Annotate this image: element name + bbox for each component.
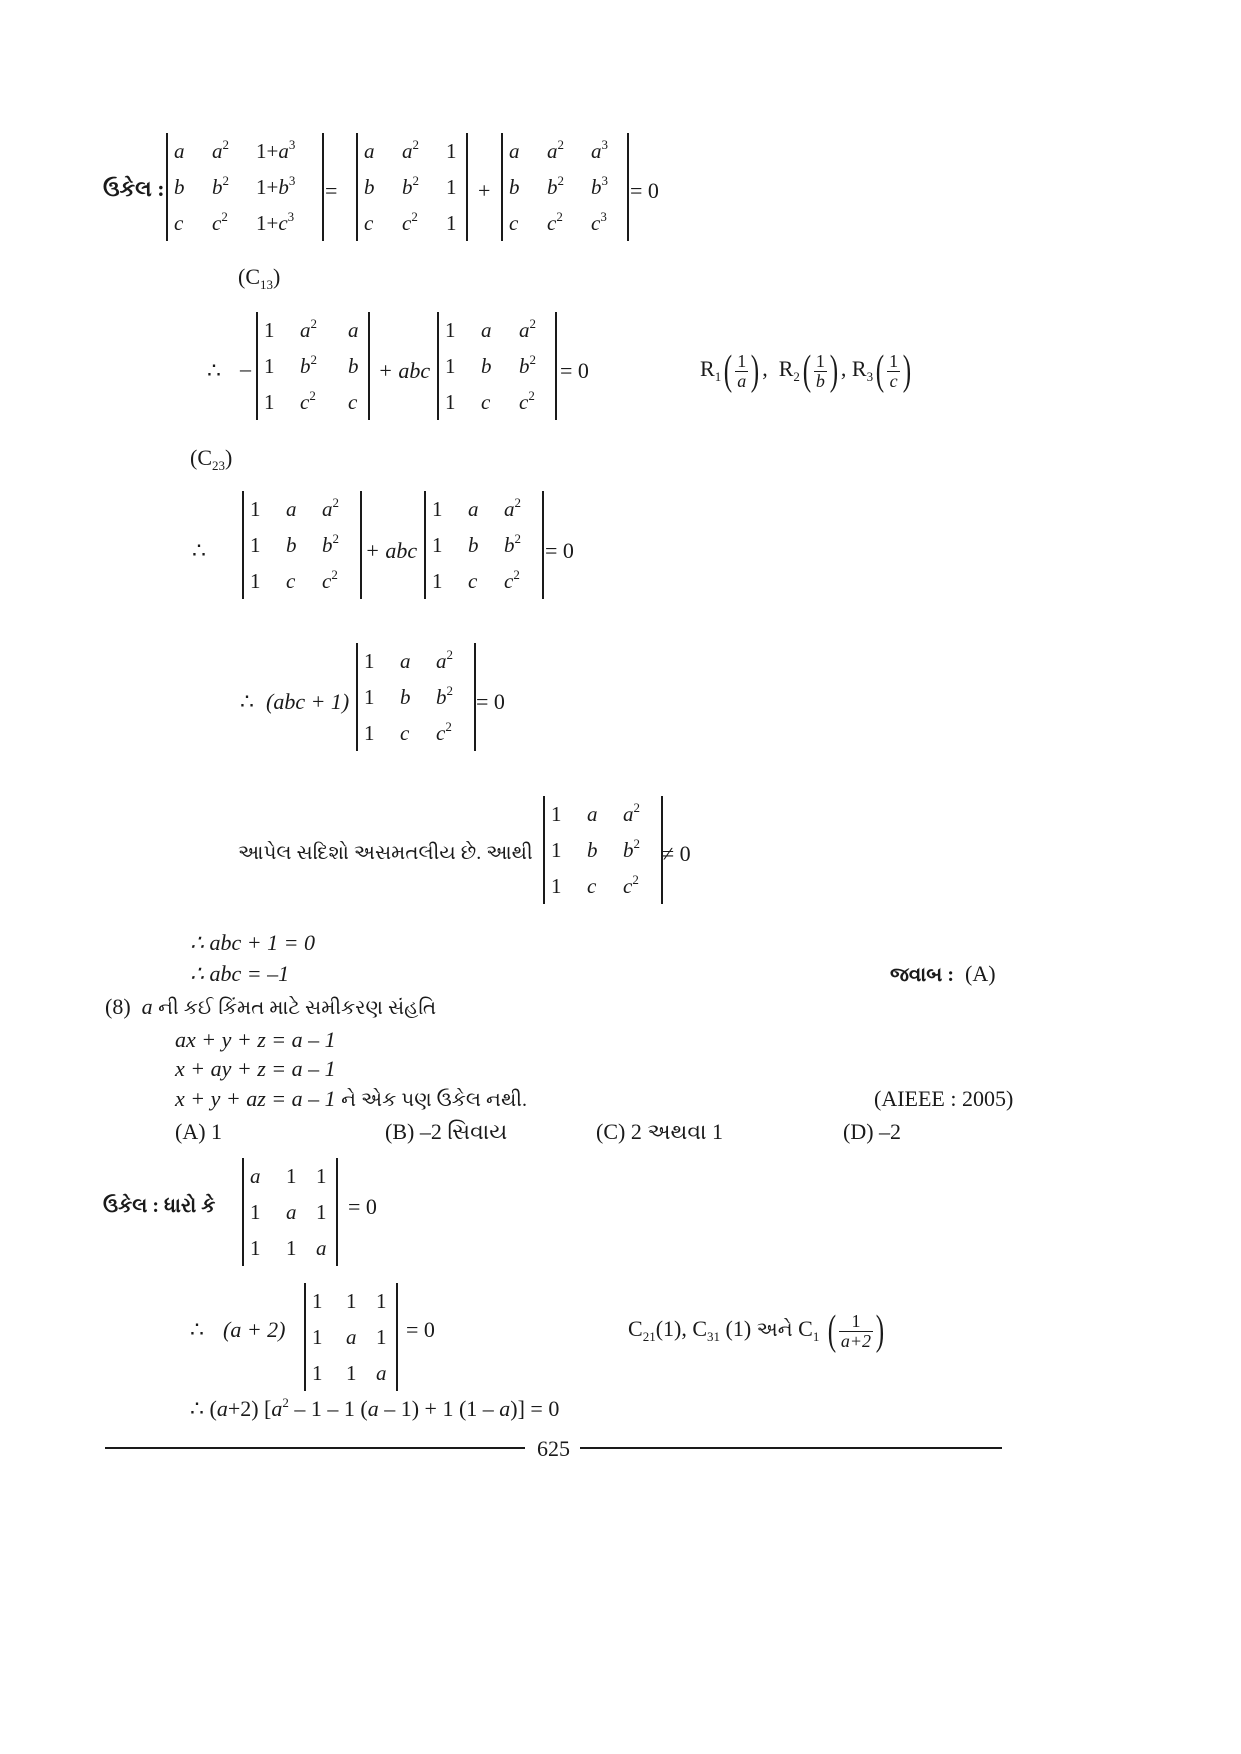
determinant: a $a^2$ $a^3$ b $b^2$ $b^3$ c $c^2$ $c^3$ (501, 133, 629, 241)
abc-plus-1: (abc + 1) (266, 689, 350, 714)
equals-zero: = 0 (560, 358, 589, 383)
equation-1: ax + y + z = a – 1 (175, 1027, 336, 1052)
footer-rule-right (580, 1447, 1002, 1449)
exam-source: (AIEEE : 2005) (874, 1086, 1014, 1111)
abc-plus-1-eq: ∴ abc + 1 = 0 (190, 930, 315, 955)
determinant: 1 a $a^2$ 1 b $b^2$ 1 c $c^2$ (356, 643, 476, 751)
column-op-c23: $(C_{23})$ (190, 445, 233, 473)
option-c: (C) 2 અથવા 1 (596, 1119, 724, 1144)
question-8: (8) a ની કઈ કિંમત માટે સમીકરણ સંહતિ (105, 994, 437, 1019)
determinant: a $a^2$ 1 b $b^2$ 1 c $c^2$ 1 (356, 133, 468, 241)
equals-zero: = 0 (348, 1194, 377, 1219)
answer: જવાબ : (A) (890, 961, 996, 986)
plus-abc: + abc (365, 538, 418, 563)
option-d: (D) –2 (843, 1119, 902, 1144)
equals-zero: = 0 (476, 689, 505, 714)
column-op-c13: $(C_{13})$ (238, 264, 281, 292)
determinant: 1 $a^2$ a 1 $b^2$ b 1 $c^2$ c (256, 312, 370, 420)
option-a: (A) 1 (175, 1119, 223, 1144)
equals-zero: = 0 (630, 178, 659, 203)
solution-label: ઉકેલ : (103, 176, 165, 201)
equals-zero: = 0 (406, 1317, 435, 1342)
column-operations: $C_{21}(1)$, $C_{31}$ (1) અને $C_1$ ( $\frac{1}{a+2}$ ) (628, 1308, 885, 1354)
a-plus-2: (a + 2) (223, 1317, 286, 1342)
option-b: (B) –2 સિવાય (385, 1119, 508, 1144)
solution-assume-label: ઉકેલ : ધારો કે (103, 1195, 216, 1217)
vectors-statement: આપેલ સદિશો અસમતલીય છે. આથી (238, 842, 533, 864)
plus-abc: + abc (378, 358, 431, 383)
equals-zero: = 0 (545, 538, 574, 563)
abc-eq-minus-1: ∴ abc = –1 (190, 961, 290, 986)
equation-2: x + ay + z = a – 1 (175, 1056, 336, 1081)
therefore-symbol: ∴ (207, 358, 221, 383)
row-operations: $R_1$( $\frac{1}{a}$ ) , $R_2$( $\frac{1}{b}$ ) , $R_3$( $\frac{1}{c}$ ) (700, 348, 912, 394)
plus-sign: + (478, 178, 491, 203)
therefore-symbol: ∴ (190, 1317, 204, 1342)
determinant: 1 a $a^2$ 1 b $b^2$ 1 c $c^2$ (543, 796, 663, 904)
determinant: 1 a $a^2$ 1 b $b^2$ 1 c $c^2$ (242, 491, 362, 599)
footer-rule-left (105, 1447, 525, 1449)
equals-sign: = (325, 178, 338, 203)
determinant: 1 a $a^2$ 1 b $b^2$ 1 c $c^2$ (437, 312, 557, 420)
determinant: 1 a $a^2$ 1 b $b^2$ 1 c $c^2$ (424, 491, 544, 599)
page-number: 625 (537, 1436, 570, 1461)
determinant: 1 1 1 1 a 1 1 1 a (304, 1283, 398, 1391)
final-expansion: ∴ (a+2) [$a^2 - 1 - 1$ (a – 1) + 1 (1 – a)] = 0 (190, 1395, 560, 1421)
equation-3: x + y + az = a – 1 ને એક પણ ઉકેલ નથી. (175, 1086, 528, 1111)
determinant: a 1 1 1 a 1 1 1 a (242, 1158, 338, 1266)
therefore-symbol: ∴ (192, 538, 206, 563)
therefore-symbol: ∴ (240, 689, 254, 714)
determinant: a $a^2$ $1+a^3$ b $b^2$ $1+b^3$ c $c^2$ $1+c^3$ (166, 133, 324, 241)
minus-sign: – (240, 356, 251, 381)
not-equal-zero: ≠ 0 (662, 841, 691, 866)
